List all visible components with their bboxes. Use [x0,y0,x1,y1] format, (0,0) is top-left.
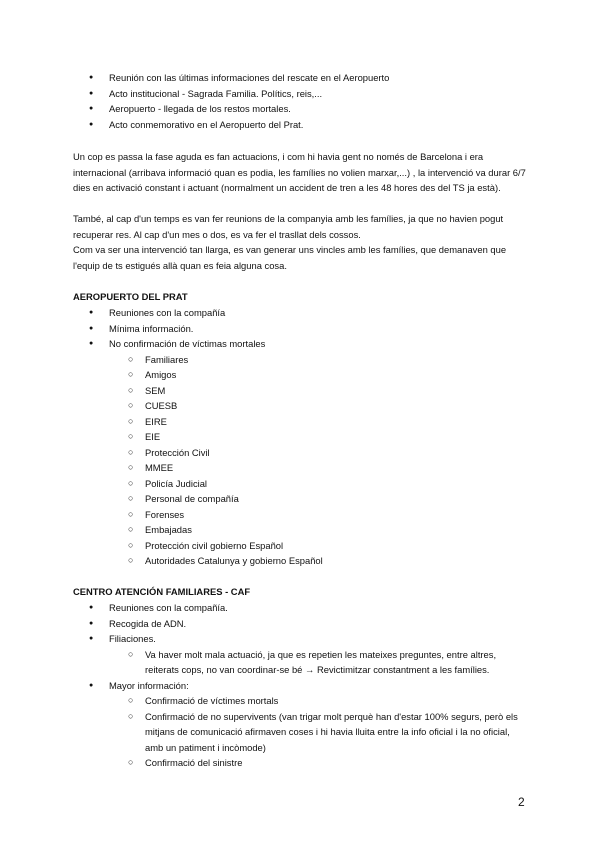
sub-list-item: ○ Familiares [0,352,600,368]
sub-list-item: ○ Embajadas [0,522,600,538]
sub-list-item: ○ Personal de compañía [0,491,600,507]
sub-list-item [0,647,600,678]
list-item: ● No confirmación de víctimas mortales [0,336,600,352]
sub-list-text: ○ Va haver molt mala actuació, ja que es repetien les mateixes preguntes, entre altres, reiterats cops, no van coordinar-se bé → Revictimitzar constantment a les famílies. [145,648,497,675]
paragraph-2: També, al cap d'un temps es van fer reunions de la companyia amb les famílies, ja que no havien pogut recuperar res. Al cap d'un mes o dos, es va fer el trasllat dels cossos. [73,213,504,240]
sub-list-item: ○ EIE [0,429,600,445]
list-item: ● Acto institucional - Sagrada Familia. Polítics, reis,... [0,86,600,102]
sub-list-item: ○ Amigos [0,367,600,383]
list-item: ● Reuniones con la compañía [0,305,600,321]
sub-list-item: ○ SEM [0,383,600,399]
page-number: 2 [518,795,525,809]
sub-list-text: ○ Confirmació de víctimes mortals [145,695,279,706]
sub-list-item: ○ Autoridades Catalunya y gobierno Español [0,553,600,569]
prat-list [0,305,600,569]
list-item: ● Mayor información: [0,678,600,694]
sub-list-item [0,709,600,756]
list-item: ● Mínima información. [0,321,600,337]
sub-list-item: ○ Policía Judicial [0,476,600,492]
paragraph-1: Un cop es passa la fase aguda es fan actuacions, i com hi havia gent no només de Barcelona i era internacional (arribava informació quan es podia, les famílies no volien marxar,...) , la intervenció va durar 6/7 dies en activació constant i actuant (normalment un accident de tren a les 48 hores des del TS ja està). [73,151,526,193]
sub-list-text: ○ Confirmació del sinistre [145,757,243,768]
list-item: ● Reunión con las últimas informaciones del rescate en el Aeropuerto [0,70,600,86]
list-item: ● Acto conmemorativo en el Aeropuerto del Prat. [0,117,600,133]
sub-list-item: ○ Protección civil gobierno Español [0,538,600,554]
sub-list-item: ○ Protección Civil [0,445,600,461]
section-heading-prat: AEROPUERTO DEL PRAT [73,291,188,302]
section-heading-caf: CENTRO ATENCIÓN FAMILIARES - CAF [73,586,251,597]
list-item: ● Filiaciones. [0,631,600,647]
list-item: ● Aeropuerto - llegada de los restos mortales. [0,101,600,117]
sub-list-item: ○ CUESB [0,398,600,414]
sub-list-text: ○ Confirmació de no supervivents (van trigar molt perquè han d'estar 100% segurs, però els mitjans de comunicació afirmaven coses i hi havia lluita entre la info oficial i la no oficial, amb un patiment i incòmode) [145,710,518,753]
list-item: ● Reuniones con la compañía. [0,600,600,616]
sub-list-item: ○ EIRE [0,414,600,430]
sub-list-item [0,755,600,771]
sub-list-item: ○ Forenses [0,507,600,523]
sub-list-item: ○ MMEE [0,460,600,476]
sub-list-item [0,693,600,709]
paragraph-3: Com va ser una intervenció tan llarga, es van generar uns vincles amb les famílies, que demanaven que l'equip de ts estigués allà quan es feia alguna cosa. [73,244,507,271]
list-item: ● Recogida de ADN. [0,616,600,632]
top-bullet-list [0,70,600,132]
caf-list [0,600,600,771]
